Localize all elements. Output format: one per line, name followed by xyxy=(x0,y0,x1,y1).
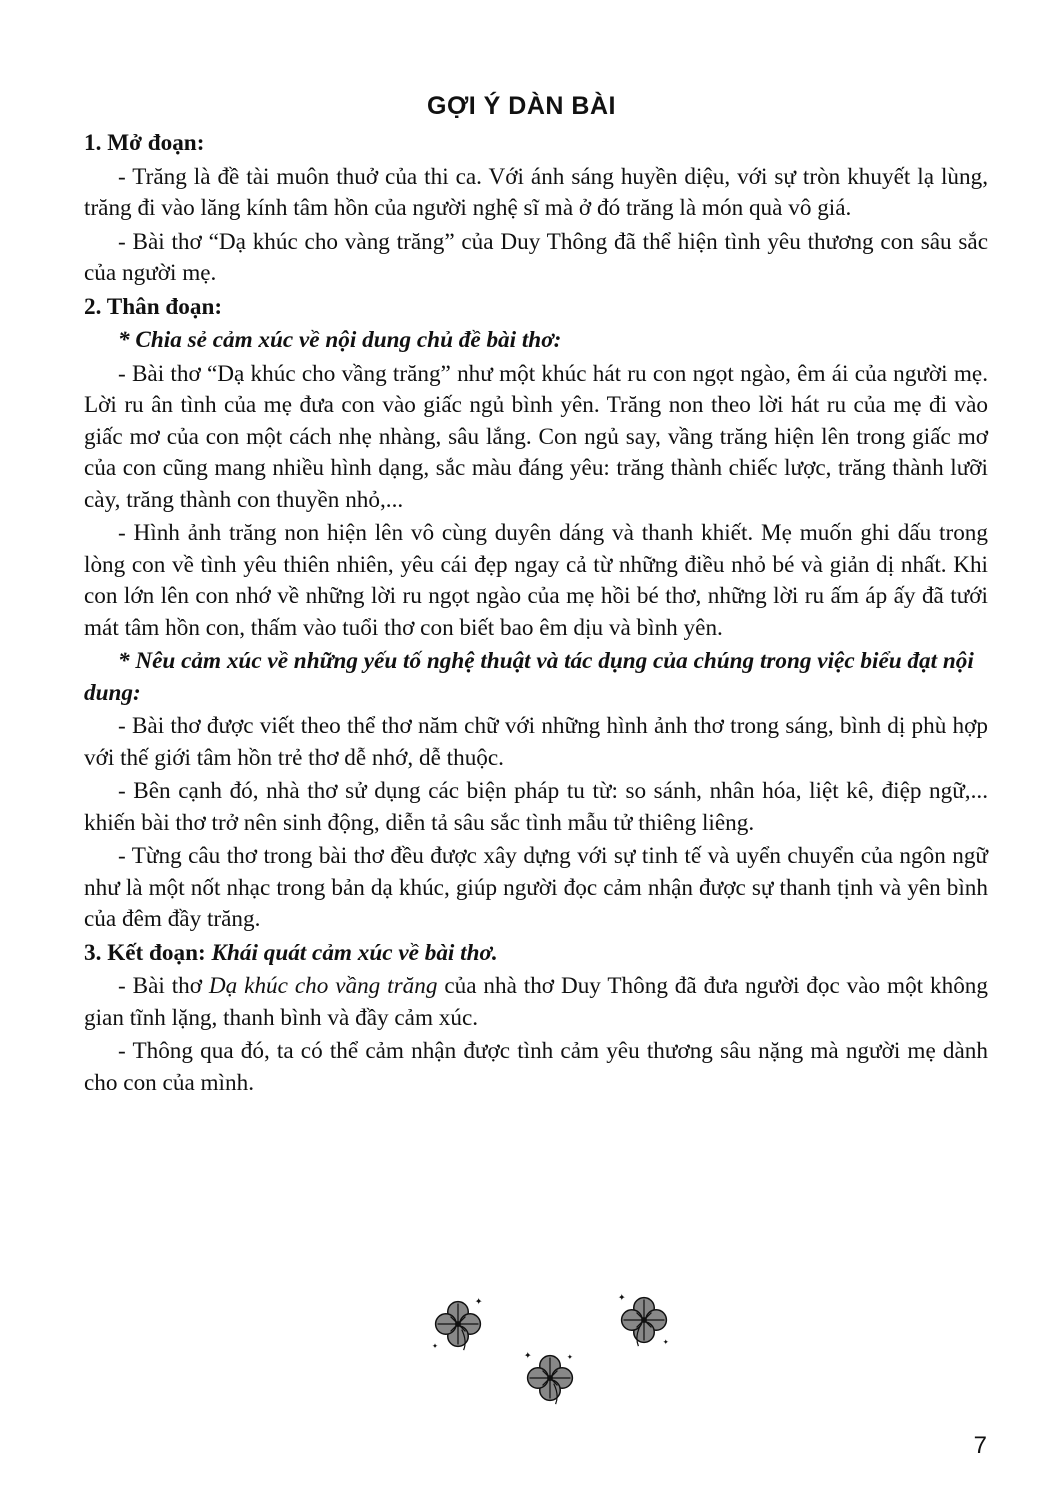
clover-icon xyxy=(522,1350,578,1406)
section-1-heading: 1. Mở đoạn: xyxy=(84,130,205,156)
section-2-heading: 2. Thân đoạn: xyxy=(84,293,223,320)
svg-text:✦: ✦ xyxy=(662,1337,669,1347)
svg-text:✦: ✦ xyxy=(431,1341,439,1351)
paragraph: - Từng câu thơ trong bài thơ đều được xây dựng với sự tinh tế và uyển chuyển của ngôn ngữ như là một nốt nhạc trong bản dạ khúc, giúp người đọc cảm nhận được sự thanh tịnh và yên bình của đêm đầy trăng. xyxy=(84,843,988,932)
paragraph: - Trăng là đề tài muôn thuở của thi ca. Với ánh sáng huyền diệu, với sự tròn khuyết lạ lùng, trăng đi vào lăng kính tâm hồn của người nghệ sĩ mà ở đó trăng là món quà vô giá. xyxy=(84,163,988,221)
document-body xyxy=(84,128,988,1101)
svg-text:✦: ✦ xyxy=(566,1352,574,1362)
clover-icon xyxy=(616,1292,672,1348)
paragraph xyxy=(84,971,988,1034)
svg-text:✦: ✦ xyxy=(617,1292,626,1304)
subsection-2-heading: * Nêu cảm xúc về những yếu tố nghệ thuật và tác dụng của chúng trong việc biểu đạt nội dung: xyxy=(84,648,974,706)
poem-title: Dạ khúc cho vầng trăng xyxy=(208,973,438,999)
section-3-subtitle: Khái quát cảm xúc về bài thơ. xyxy=(211,939,498,966)
section-3-heading xyxy=(84,938,988,970)
paragraph: - Thông qua đó, ta có thể cảm nhận được tình cảm yêu thương sâu nặng mà người mẹ dành cho con của mình. xyxy=(84,1038,988,1096)
paragraph: - Bài thơ được viết theo thể thơ năm chữ với những hình ảnh thơ trong sáng, bình dị phù hợp với thế giới tâm hồn trẻ thơ dễ nhớ, dễ thuộc. xyxy=(84,713,988,771)
page-title: GỢI Ý DÀN BÀI xyxy=(427,92,616,120)
subsection-1-heading: * Chia sẻ cảm xúc về nội dung chủ đề bài thơ: xyxy=(118,327,562,353)
section-3-label: 3. Kết đoạn: xyxy=(84,939,212,966)
paragraph: - Bên cạnh đó, nhà thơ sử dụng các biện pháp tu từ: so sánh, nhân hóa, liệt kê, điệp ngữ,... khiến bài thơ trở nên sinh động, diễn tả sâu sắc tình mẫu tử thiêng liêng. xyxy=(84,778,988,836)
clover-icon xyxy=(430,1296,486,1352)
svg-text:✦: ✦ xyxy=(474,1296,483,1308)
svg-text:✦: ✦ xyxy=(523,1350,532,1362)
paragraph: - Bài thơ “Dạ khúc cho vầng trăng” như một khúc hát ru con ngọt ngào, êm ái của người mẹ. Lời ru ân tình của mẹ đưa con vào giấc ngủ bình yên. Trăng non theo lời hát ru của mẹ đi vào giấc mơ của con một cách nhẹ nhàng, sâu lắng. Con ngủ say, vầng trăng hiện lên trong giấc mơ của con cũng mang nhiều hình dạng, sắc màu đáng yêu: trăng thành chiếc lược, trăng thành lưỡi cày, trăng thành con thuyền nhỏ,... xyxy=(84,360,988,513)
page-number: 7 xyxy=(973,1432,987,1459)
text-run: của nhà thơ Duy Thông đã đưa người đọc vào một không gian tĩnh lặng, thanh bình và đầy cảm xúc. xyxy=(84,973,988,1031)
paragraph: - Bài thơ “Dạ khúc cho vàng trăng” của Duy Thông đã thể hiện tình yêu thương con sâu sắc của người mẹ. xyxy=(84,228,988,286)
paragraph: - Hình ảnh trăng non hiện lên vô cùng duyên dáng và thanh khiết. Mẹ muốn ghi dấu trong lòng con về tình yêu thiên nhiên, yêu cái đẹp ngay cả từ những điều nhỏ bé và giản dị nhất. Khi con lớn lên con nhớ về những lời ru ngọt ngào của mẹ hồi bé thơ, những lời ru ấm áp ấy đã tưới mát tâm hồn con, thấm vào tuổi thơ con biết bao êm dịu và bình yên. xyxy=(84,520,988,641)
text-run: - Bài thơ xyxy=(118,973,209,999)
